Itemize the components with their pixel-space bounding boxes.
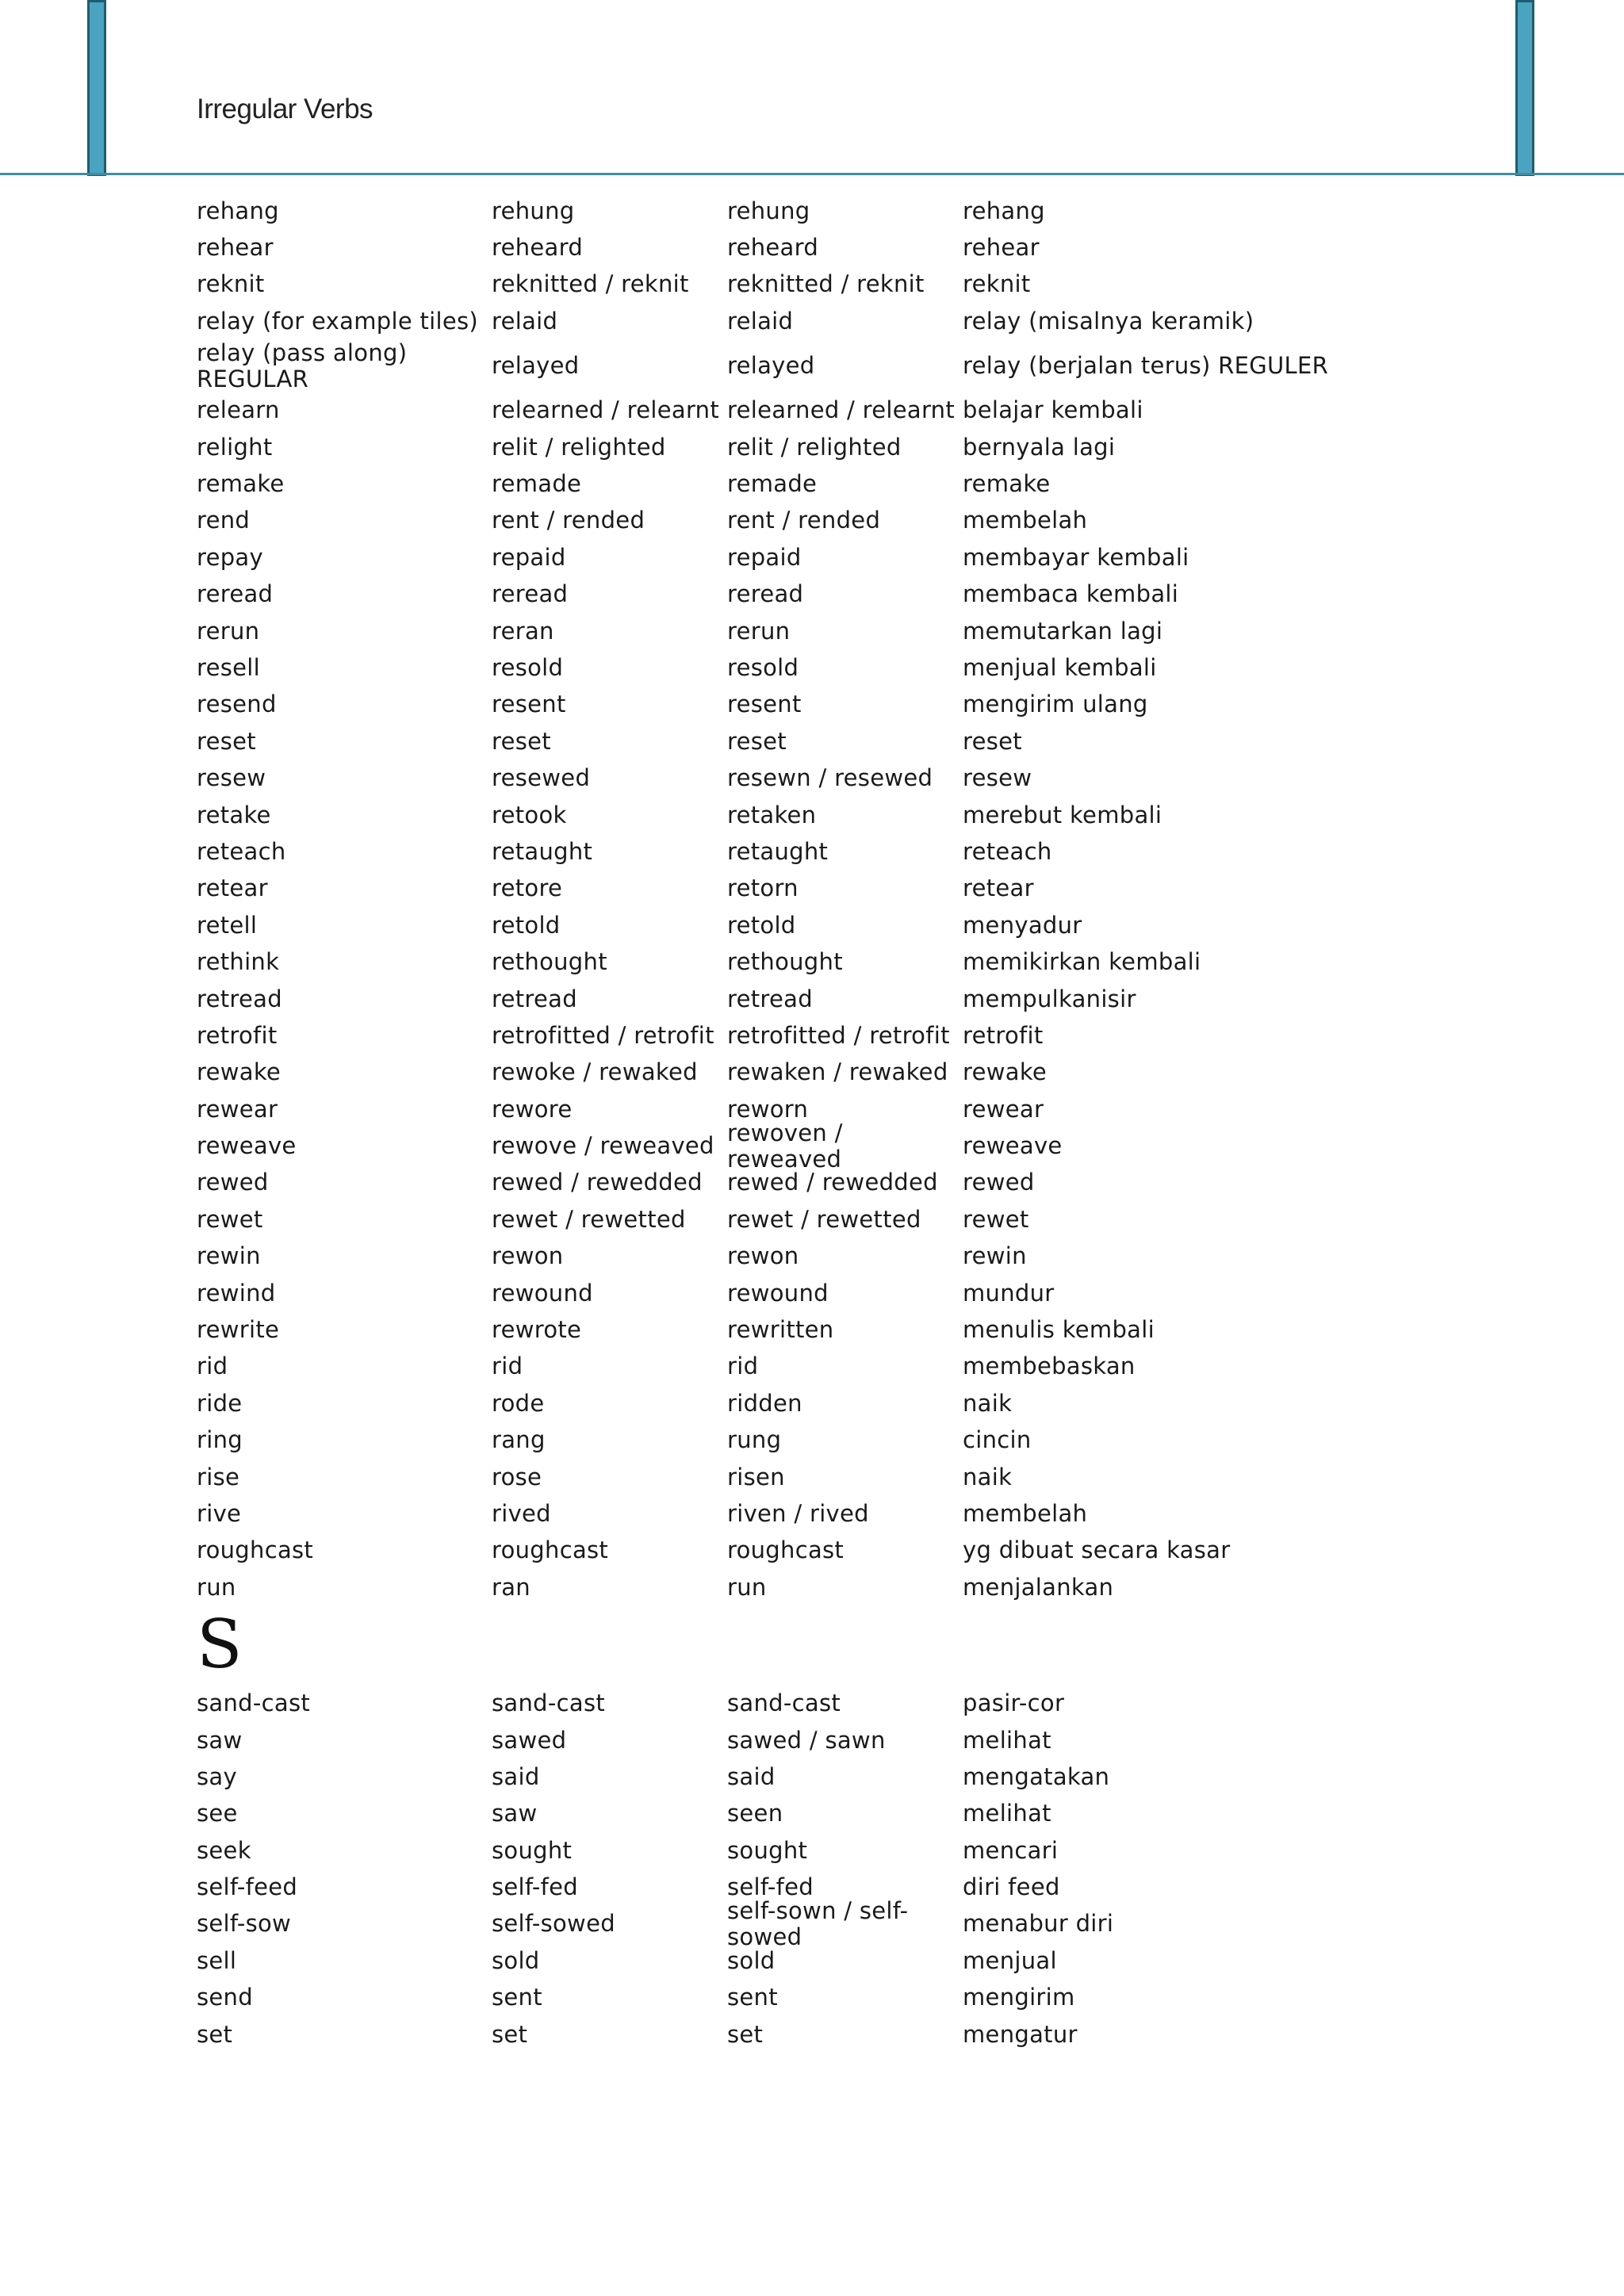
page-title: Irregular Verbs bbox=[197, 94, 373, 124]
cell-past-participle: retread bbox=[727, 985, 813, 1012]
cell-base-form: see bbox=[197, 1800, 238, 1827]
cell-past-simple: roughcast bbox=[492, 1536, 609, 1564]
table-row bbox=[197, 1275, 1434, 1311]
cell-past-simple: rewet / rewetted bbox=[492, 1205, 686, 1233]
cell-translation: remake bbox=[963, 470, 1051, 498]
cell-past-participle: repaid bbox=[727, 543, 802, 571]
cell-translation: rewet bbox=[963, 1205, 1029, 1233]
cell-past-participle: rung bbox=[727, 1426, 782, 1454]
cell-base-form: ride bbox=[197, 1389, 243, 1417]
cell-translation: rewin bbox=[963, 1242, 1027, 1270]
table-row bbox=[197, 340, 1434, 392]
cell-translation: memutarkan lagi bbox=[963, 617, 1163, 645]
cell-past-simple: reheard bbox=[492, 234, 584, 262]
cell-past-participle: relearned / relearnt bbox=[727, 396, 956, 424]
table-row bbox=[197, 2016, 1434, 2053]
cell-base-form: self-feed bbox=[197, 1873, 298, 1901]
cell-translation: retear bbox=[963, 874, 1034, 902]
cell-base-form: rehear bbox=[197, 234, 274, 262]
cell-base-form: rewet bbox=[197, 1205, 263, 1233]
cell-translation: rehear bbox=[963, 234, 1040, 262]
cell-base-form: rewake bbox=[197, 1058, 282, 1086]
cell-past-participle: retold bbox=[727, 911, 796, 939]
cell-past-simple: resold bbox=[492, 653, 564, 681]
cell-base-form: reset bbox=[197, 727, 256, 755]
cell-base-form: rehang bbox=[197, 197, 279, 224]
table-row bbox=[197, 687, 1434, 723]
cell-translation: bernyala lagi bbox=[963, 433, 1116, 461]
cell-past-participle: sawed / sawn bbox=[727, 1726, 886, 1754]
table-row bbox=[197, 1897, 1434, 1950]
cell-past-participle: rewound bbox=[727, 1279, 829, 1307]
table-row bbox=[197, 1980, 1434, 2016]
cell-past-simple: rewoke / rewaked bbox=[492, 1058, 698, 1086]
table-row bbox=[197, 1017, 1434, 1054]
cell-past-simple: saw bbox=[492, 1800, 538, 1827]
cell-base-form: rewin bbox=[197, 1242, 261, 1270]
cell-past-simple: sought bbox=[492, 1836, 573, 1864]
cell-past-simple: resewed bbox=[492, 764, 591, 792]
table-row bbox=[197, 723, 1434, 760]
cell-past-simple: relit / relighted bbox=[492, 433, 666, 461]
table-row bbox=[197, 1459, 1434, 1495]
cell-past-participle: rid bbox=[727, 1353, 759, 1380]
cell-past-participle: reheard bbox=[727, 234, 819, 262]
cell-translation: retrofit bbox=[963, 1021, 1044, 1049]
cell-past-simple: sawed bbox=[492, 1726, 567, 1754]
cell-translation: cincin bbox=[963, 1426, 1032, 1454]
cell-base-form: relight bbox=[197, 433, 273, 461]
cell-base-form: rid bbox=[197, 1353, 228, 1380]
cell-past-participle: relayed bbox=[727, 352, 815, 380]
cell-base-form: rewed bbox=[197, 1169, 269, 1196]
cell-base-form: rerun bbox=[197, 617, 260, 645]
table-row bbox=[197, 576, 1434, 613]
table-row bbox=[197, 1119, 1434, 1173]
cell-translation: merebut kembali bbox=[963, 801, 1162, 828]
cell-past-participle: reknitted / reknit bbox=[727, 270, 925, 298]
cell-base-form: rewind bbox=[197, 1279, 276, 1307]
cell-translation: rewed bbox=[963, 1169, 1035, 1196]
cell-base-form: reteach bbox=[197, 837, 286, 865]
cell-past-participle: resent bbox=[727, 691, 802, 718]
cell-past-participle: relit / relighted bbox=[727, 433, 902, 461]
cell-past-simple: rose bbox=[492, 1463, 542, 1490]
cell-translation: rehang bbox=[963, 197, 1045, 224]
cell-past-participle: rethought bbox=[727, 948, 843, 976]
cell-past-participle: sand-cast bbox=[727, 1689, 841, 1717]
cell-base-form: rethink bbox=[197, 948, 280, 976]
cell-base-form: run bbox=[197, 1573, 236, 1601]
cell-past-participle: remade bbox=[727, 470, 818, 498]
cell-translation: relay (misalnya keramik) bbox=[963, 307, 1254, 335]
cell-translation: mengirim bbox=[963, 1984, 1075, 2011]
cell-past-participle: retaught bbox=[727, 837, 829, 865]
section-s-rows bbox=[197, 1685, 1434, 2053]
cell-past-simple: rewove / reweaved bbox=[492, 1132, 714, 1160]
table-row bbox=[197, 1349, 1434, 1385]
cell-translation: melihat bbox=[963, 1726, 1051, 1754]
table-row bbox=[197, 1385, 1434, 1422]
table-row bbox=[197, 1569, 1434, 1605]
cell-translation: menulis kembali bbox=[963, 1316, 1155, 1344]
cell-past-participle: run bbox=[727, 1573, 767, 1601]
cell-past-simple: reran bbox=[492, 617, 554, 645]
cell-translation: rewear bbox=[963, 1095, 1044, 1123]
cell-past-participle: retorn bbox=[727, 874, 799, 902]
cell-past-simple: said bbox=[492, 1762, 540, 1790]
cell-base-form: resell bbox=[197, 653, 260, 681]
cell-past-participle: retrofitted / retrofit bbox=[727, 1021, 950, 1049]
cell-base-form: relay (pass along) REGULAR bbox=[197, 339, 408, 392]
cell-translation: menjual bbox=[963, 1946, 1057, 1974]
cell-past-participle: sent bbox=[727, 1984, 778, 2011]
cell-past-simple: reknitted / reknit bbox=[492, 270, 689, 298]
cell-past-simple: retread bbox=[492, 985, 577, 1012]
cell-past-simple: rewed / rewedded bbox=[492, 1169, 703, 1196]
cell-base-form: resend bbox=[197, 691, 277, 718]
table-row bbox=[197, 193, 1434, 229]
cell-translation: mengatur bbox=[963, 2020, 1078, 2048]
cell-past-participle: self-sown / self-sowed bbox=[727, 1897, 909, 1950]
cell-past-participle: said bbox=[727, 1762, 776, 1790]
table-row bbox=[197, 229, 1434, 266]
cell-base-form: repay bbox=[197, 543, 263, 571]
cell-past-simple: retook bbox=[492, 801, 567, 828]
cell-translation: relay (berjalan terus) REGULER bbox=[963, 352, 1329, 380]
header-divider bbox=[0, 173, 1624, 175]
cell-translation: membaca kembali bbox=[963, 580, 1179, 608]
table-row bbox=[197, 1832, 1434, 1869]
cell-translation: resew bbox=[963, 764, 1032, 792]
cell-translation: pasir-cor bbox=[963, 1689, 1065, 1717]
cell-past-participle: rent / rended bbox=[727, 507, 881, 534]
cell-past-participle: sold bbox=[727, 1946, 776, 1974]
cell-past-simple: sold bbox=[492, 1946, 540, 1974]
cell-past-simple: retrofitted / retrofit bbox=[492, 1021, 714, 1049]
table-row bbox=[197, 1054, 1434, 1091]
table-row bbox=[197, 1238, 1434, 1275]
cell-past-participle: sought bbox=[727, 1836, 808, 1864]
table-row bbox=[197, 1796, 1434, 1832]
cell-base-form: seek bbox=[197, 1836, 251, 1864]
table-row bbox=[197, 429, 1434, 465]
cell-base-form: reread bbox=[197, 580, 274, 608]
cell-past-participle: rewritten bbox=[727, 1316, 834, 1344]
table-row bbox=[197, 1942, 1434, 1979]
cell-base-form: rise bbox=[197, 1463, 240, 1490]
cell-past-simple: rewon bbox=[492, 1242, 564, 1270]
cell-past-simple: rehung bbox=[492, 197, 575, 224]
cell-past-participle: resold bbox=[727, 653, 799, 681]
cell-past-participle: reset bbox=[727, 727, 787, 755]
cell-past-simple: reset bbox=[492, 727, 551, 755]
cell-translation: reset bbox=[963, 727, 1022, 755]
table-row bbox=[197, 303, 1434, 339]
cell-base-form: say bbox=[197, 1762, 237, 1790]
cell-past-simple: retaught bbox=[492, 837, 593, 865]
cell-past-participle: rerun bbox=[727, 617, 791, 645]
table-row bbox=[197, 760, 1434, 796]
table-row bbox=[197, 797, 1434, 833]
cell-past-participle: rewed / rewedded bbox=[727, 1169, 938, 1196]
cell-past-participle: roughcast bbox=[727, 1536, 845, 1564]
cell-past-simple: rang bbox=[492, 1426, 546, 1454]
cell-translation: melihat bbox=[963, 1800, 1051, 1827]
cell-past-participle: rewoven / reweaved bbox=[727, 1119, 843, 1173]
cell-past-simple: ran bbox=[492, 1573, 530, 1601]
cell-translation: yg dibuat secara kasar bbox=[963, 1536, 1231, 1564]
cell-past-simple: set bbox=[492, 2020, 528, 2048]
cell-translation: mempulkanisir bbox=[963, 985, 1136, 1012]
cell-base-form: remake bbox=[197, 470, 285, 498]
cell-translation: memikirkan kembali bbox=[963, 948, 1201, 976]
cell-translation: menjual kembali bbox=[963, 653, 1157, 681]
cell-past-participle: set bbox=[727, 2020, 764, 2048]
cell-base-form: sand-cast bbox=[197, 1689, 311, 1717]
table-row bbox=[197, 392, 1434, 429]
cell-past-simple: remade bbox=[492, 470, 582, 498]
cell-translation: mundur bbox=[963, 1279, 1055, 1307]
cell-base-form: reweave bbox=[197, 1132, 297, 1160]
cell-translation: membebaskan bbox=[963, 1353, 1136, 1380]
cell-translation: reweave bbox=[963, 1132, 1063, 1160]
cell-base-form: set bbox=[197, 2020, 233, 2048]
cell-past-participle: rewon bbox=[727, 1242, 799, 1270]
table-row bbox=[197, 503, 1434, 539]
cell-translation: menabur diri bbox=[963, 1910, 1114, 1938]
table-row bbox=[197, 1422, 1434, 1459]
cell-translation: diri feed bbox=[963, 1873, 1060, 1901]
cell-translation: membelah bbox=[963, 1499, 1088, 1527]
cell-base-form: send bbox=[197, 1984, 253, 2011]
header-bar-left bbox=[87, 0, 106, 176]
table-row bbox=[197, 1495, 1434, 1532]
cell-past-simple: retore bbox=[492, 874, 563, 902]
cell-base-form: retread bbox=[197, 985, 282, 1012]
cell-past-simple: rewrote bbox=[492, 1316, 582, 1344]
cell-past-participle: reread bbox=[727, 580, 804, 608]
cell-past-participle: retaken bbox=[727, 801, 817, 828]
cell-base-form: sell bbox=[197, 1946, 237, 1974]
cell-past-simple: relearned / relearnt bbox=[492, 396, 720, 424]
cell-past-simple: rethought bbox=[492, 948, 607, 976]
cell-translation: mengatakan bbox=[963, 1762, 1110, 1790]
table-row bbox=[197, 1533, 1434, 1569]
cell-base-form: rewrite bbox=[197, 1316, 280, 1344]
cell-base-form: retell bbox=[197, 911, 258, 939]
table-row bbox=[197, 1722, 1434, 1758]
cell-past-participle: ridden bbox=[727, 1389, 802, 1417]
cell-past-participle: reworn bbox=[727, 1095, 809, 1123]
cell-base-form: rewear bbox=[197, 1095, 278, 1123]
cell-past-participle: rehung bbox=[727, 197, 810, 224]
cell-translation: mengirim ulang bbox=[963, 691, 1148, 718]
cell-translation: naik bbox=[963, 1463, 1013, 1490]
table-row bbox=[197, 1201, 1434, 1238]
cell-base-form: relay (for example tiles) bbox=[197, 307, 479, 335]
cell-past-simple: resent bbox=[492, 691, 566, 718]
cell-base-form: rend bbox=[197, 507, 251, 534]
cell-past-simple: rode bbox=[492, 1389, 545, 1417]
table-row bbox=[197, 1311, 1434, 1348]
cell-past-simple: sent bbox=[492, 1984, 542, 2011]
table-row bbox=[197, 1165, 1434, 1201]
cell-past-simple: repaid bbox=[492, 543, 566, 571]
cell-translation: naik bbox=[963, 1389, 1013, 1417]
table-row bbox=[197, 266, 1434, 303]
table-row bbox=[197, 1685, 1434, 1721]
cell-translation: belajar kembali bbox=[963, 396, 1143, 424]
cell-past-simple: retold bbox=[492, 911, 561, 939]
cell-base-form: self-sow bbox=[197, 1910, 292, 1938]
cell-translation: menjalankan bbox=[963, 1573, 1114, 1601]
table-row bbox=[197, 833, 1434, 870]
cell-base-form: resew bbox=[197, 764, 266, 792]
table-row bbox=[197, 943, 1434, 980]
cell-past-participle: seen bbox=[727, 1800, 783, 1827]
table-row bbox=[197, 613, 1434, 649]
cell-base-form: saw bbox=[197, 1726, 243, 1754]
section-r-rows bbox=[197, 193, 1434, 1605]
cell-past-simple: self-fed bbox=[492, 1873, 578, 1901]
cell-translation: menyadur bbox=[963, 911, 1082, 939]
cell-past-simple: rewound bbox=[492, 1279, 593, 1307]
cell-translation: reknit bbox=[963, 270, 1031, 298]
cell-translation: membelah bbox=[963, 507, 1088, 534]
cell-past-participle: self-fed bbox=[727, 1873, 814, 1901]
cell-base-form: ring bbox=[197, 1426, 243, 1454]
cell-past-simple: sand-cast bbox=[492, 1689, 606, 1717]
cell-past-simple: self-sowed bbox=[492, 1910, 615, 1938]
cell-base-form: retear bbox=[197, 874, 268, 902]
cell-past-participle: resewn / resewed bbox=[727, 764, 933, 792]
cell-past-simple: rewore bbox=[492, 1095, 573, 1123]
cell-translation: mencari bbox=[963, 1836, 1059, 1864]
verb-table bbox=[197, 193, 1434, 2053]
cell-past-simple: reread bbox=[492, 580, 569, 608]
cell-base-form: reknit bbox=[197, 270, 265, 298]
cell-past-participle: rewaken / rewaked bbox=[727, 1058, 948, 1086]
cell-base-form: retrofit bbox=[197, 1021, 278, 1049]
section-letter-s: S bbox=[197, 1605, 243, 1684]
cell-past-simple: rent / rended bbox=[492, 507, 645, 534]
cell-base-form: relearn bbox=[197, 396, 280, 424]
cell-translation: membayar kembali bbox=[963, 543, 1189, 571]
cell-past-simple: rived bbox=[492, 1499, 551, 1527]
table-row bbox=[197, 1758, 1434, 1795]
cell-base-form: rive bbox=[197, 1499, 242, 1527]
cell-past-simple: relaid bbox=[492, 307, 558, 335]
cell-past-participle: rewet / rewetted bbox=[727, 1205, 921, 1233]
cell-translation: rewake bbox=[963, 1058, 1048, 1086]
cell-base-form: roughcast bbox=[197, 1536, 314, 1564]
cell-base-form: retake bbox=[197, 801, 271, 828]
table-row bbox=[197, 871, 1434, 907]
cell-past-participle: relaid bbox=[727, 307, 794, 335]
table-row bbox=[197, 981, 1434, 1017]
cell-past-participle: riven / rived bbox=[727, 1499, 869, 1527]
table-row bbox=[197, 907, 1434, 943]
cell-translation: reteach bbox=[963, 837, 1052, 865]
table-row bbox=[197, 465, 1434, 502]
cell-past-simple: relayed bbox=[492, 352, 580, 380]
table-row bbox=[197, 539, 1434, 576]
cell-past-participle: risen bbox=[727, 1463, 785, 1490]
table-row bbox=[197, 649, 1434, 686]
header-bar-right bbox=[1515, 0, 1534, 176]
cell-past-simple: rid bbox=[492, 1353, 523, 1380]
